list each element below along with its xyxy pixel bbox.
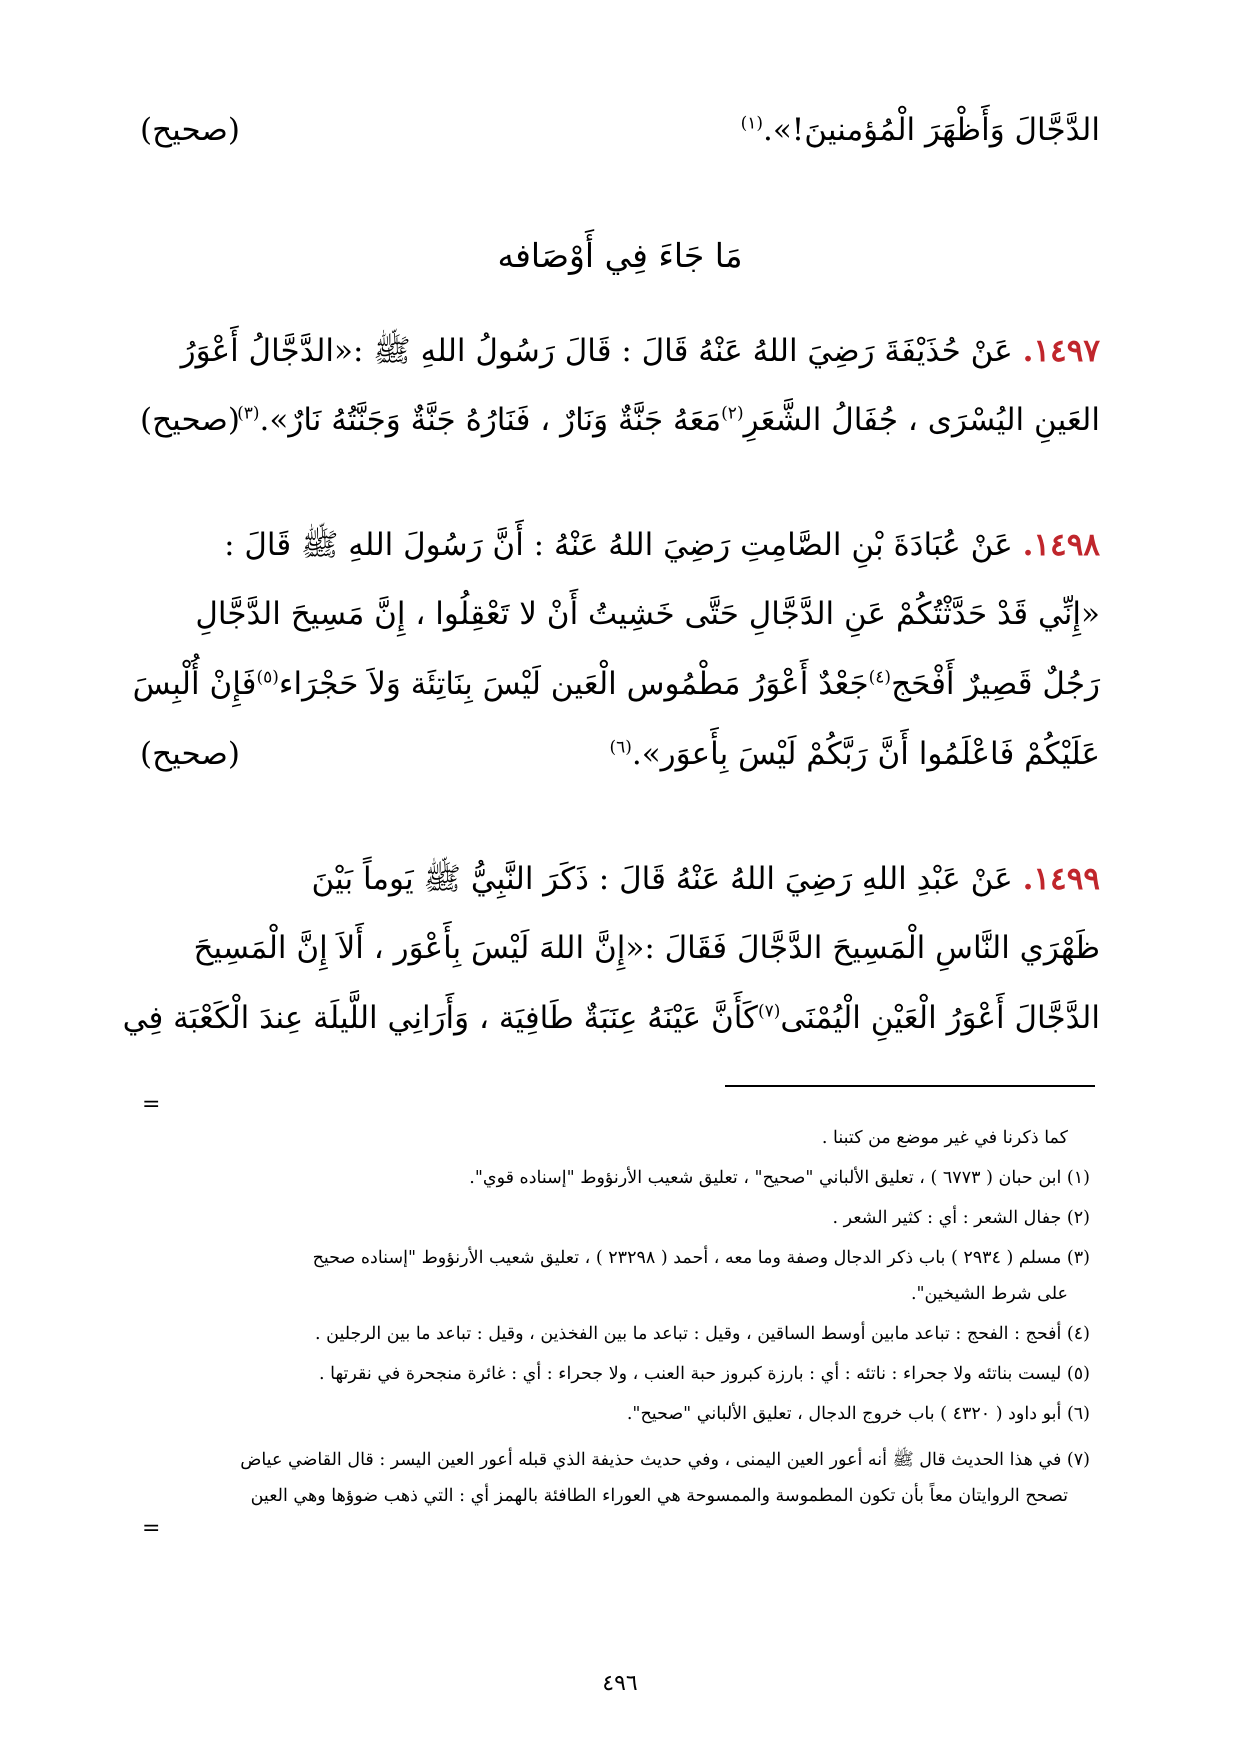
- hadith-number: ١٤٩٧.: [1022, 333, 1100, 369]
- hadith-number: ١٤٩٩.: [1022, 861, 1100, 897]
- note-ref: (١): [740, 113, 763, 134]
- grade-label: ( صحيح ): [140, 736, 240, 772]
- footnote-2: (٢) جفال الشعر : أي : كثير الشعر .: [832, 1208, 1090, 1228]
- footnote-7-cont: تصحح الروايتان معاً بأن تكون المطموسة والممسوحة هي العوراء الطافئة بالهمز أي : التي ذهب ضوؤها وهي العين: [250, 1486, 1068, 1506]
- grade-label: ( صحيح ): [140, 402, 240, 438]
- note-ref: (٧): [757, 1001, 781, 1022]
- footnote-1: (١) ابن حبان ( ٦٧٧٣ ) ، تعليق الألباني "صحيح" ، تعليق شعيب الأرنؤوط "إسناده قوي".: [469, 1168, 1090, 1188]
- footnote-6: (٦) أبو داود ( ٤٣٢٠ ) باب خروج الدجال ، تعليق الألباني "صحيح".: [626, 1404, 1090, 1424]
- note-ref: (٥): [256, 667, 279, 688]
- footnote-3: (٣) مسلم ( ٢٩٣٤ ) باب ذكر الدجال وصفة وما معه ، أحمد ( ٢٣٢٩٨ ) ، تعليق شعيب الأرنؤوط "إسناده صحيح: [312, 1248, 1090, 1268]
- footnote-4: (٤) أفحج : الفحج : تباعد مابين أوسط الساقين ، وقيل : تباعد ما بين الفخذين ، وقيل : تباعد ما بين الرجلين .: [315, 1324, 1090, 1344]
- footnote-separator: [725, 1085, 1095, 1087]
- footnote-continuation: كما ذكرنا في غير موضع من كتبنا .: [821, 1128, 1068, 1148]
- note-ref: (٢): [721, 403, 744, 424]
- note-ref: (٣): [237, 403, 260, 424]
- footnote-3-cont: على شرط الشيخين".: [910, 1284, 1068, 1304]
- top-fragment: الدَّجَّالَ وَأَظْهَرَ الْمُؤمنينَ!».$^{(١)}$: [740, 112, 1100, 148]
- footnote-7: (٧) في هذا الحديث قال ﷺ أنه أعور العين اليمنى ، وفي حديث حذيفة الذي قبله أعور العين اليسر : قال القاضي عياض: [240, 1450, 1090, 1470]
- page-number: ٤٩٦: [602, 1671, 638, 1696]
- grade-label: ( صحيح ): [140, 112, 240, 148]
- section-heading: مَا جَاءَ فِي أَوْصَافه: [497, 236, 743, 275]
- hadith-number: ١٤٩٨.: [1022, 527, 1100, 563]
- continuation-mark: =: [142, 1092, 161, 1117]
- book-page: الدَّجَّالَ وَأَظْهَرَ الْمُؤمنينَ!».$^{(١)}$ ( صحيح ) مَا جَاءَ فِي أَوْصَافه ١٤٩٧. عَنْ حُذَيْفَةَ رَضِيَ اللهُ عَنْهُ قَالَ : قَالَ رَسُولُ اللهِ ﷺ :«الدَّجَّالُ أَعْوَرُ العَينِ اليُسْرَى ، جُفَالُ الشَّعَرِ$^{(٢)}$مَعَهُ جَنَّةٌ وَنَارٌ ، فَنَارُهُ جَنَّةٌ وَجَنَّتُهُ نَارٌ».$^{(٣)}$ ( صحيح ) ١٤٩٨. عَنْ عُبَادَةَ بْنِ الصَّامِتِ رَضِيَ اللهُ عَنْهُ : أَنَّ رَسُولَ اللهِ ﷺ قَالَ : «إِنِّي قَدْ حَدَّثْتُكُمْ عَنِ الدَّجَّالِ حَتَّى خَشِيتُ أَنْ لا تَعْقِلُوا ، إِنَّ مَسِيحَ الدَّجَّالِ رَجُلٌ قَصِيرٌ أَفْحَج$^{(٤)}$جَعْدٌ أَعْوَرُ مَطْمُوس الْعَين لَيْسَ بِنَاتِئَة وَلاَ حَجْرَاء$^{(٥)}$فَإِنْ أُلْبِسَ عَلَيْكُمْ فَاعْلَمُوا أَنَّ رَبَّكُمْ لَيْسَ بِأَعوَر».$^{(٦)}$ ( صحيح ) ١٤٩٩. عَنْ عَبْدِ اللهِ رَضِيَ اللهُ عَنْهُ قَالَ : ذَكَرَ النَّبِيُّ ﷺ يَوماً بَيْنَ ظَهْرَي النَّاسِ الْمَسِيحَ الدَّجَّالَ فَقَالَ :«إِنَّ اللهَ لَيْسَ بِأَعْوَر ، أَلاَ إِنَّ الْمَسِيحَ الدَّجَّالَ أَعْوَرُ الْعَيْنِ الْيُمْنَى$^{(٧)}$كَأَنَّ عَيْنَهُ عِنَبَةٌ طَافِيَة ، وَأَرَانِي اللَّيلَة عِندَ الْكَعْبَة فِي = كما ذكرنا في غير موضع من كتبنا . (١) ابن حبان ( ٦٧٧٣ ) ، تعليق الألباني "صحيح" ، تعليق شعيب الأرنؤوط "إسناده قوي". (٢) جفال الشعر : أي : كثير الشعر . (٣) مسلم ( ٢٩٣٤ ) باب ذكر الدجال وصفة وما معه ، أحمد ( ٢٣٢٩٨ ) ، تعليق شعيب الأرنؤوط "إسناده صحيح على شرط الشيخين". (٤) أفحج : الفحج : تباعد مابين أوسط الساقين ، وقيل : تباعد ما بين الفخذين ، وقيل : تباعد ما بين الرجلين . (٥) ليست بناتئه ولا جحراء : ناتئه : أي : بارزة كبروز حبة العنب ، ولا جحراء : أي : غائرة منجحرة في نقرتها . (٦) أبو داود ( ٤٣٢٠ ) باب خروج الدجال ، تعليق الألباني "صحيح". (٧) في هذا الحديث قال ﷺ أنه أعور العين اليمنى ، وفي حديث حذيفة الذي قبله أعور العين اليسر : قال القاضي عياض تصحح الروايتان معاً بأن تكون المطموسة والممسوحة هي العوراء الطافئة بالهمز أي : التي ذهب ضوؤها وهي العين = ٤٩٦: [0, 0, 1240, 1754]
- note-ref: (٤): [868, 667, 892, 688]
- end-mark: =: [142, 1516, 161, 1541]
- note-ref: (٦): [609, 737, 632, 758]
- footnote-5: (٥) ليست بناتئه ولا جحراء : ناتئه : أي : بارزة كبروز حبة العنب ، ولا جحراء : أي : غائرة منجحرة في نقرتها .: [319, 1364, 1090, 1384]
